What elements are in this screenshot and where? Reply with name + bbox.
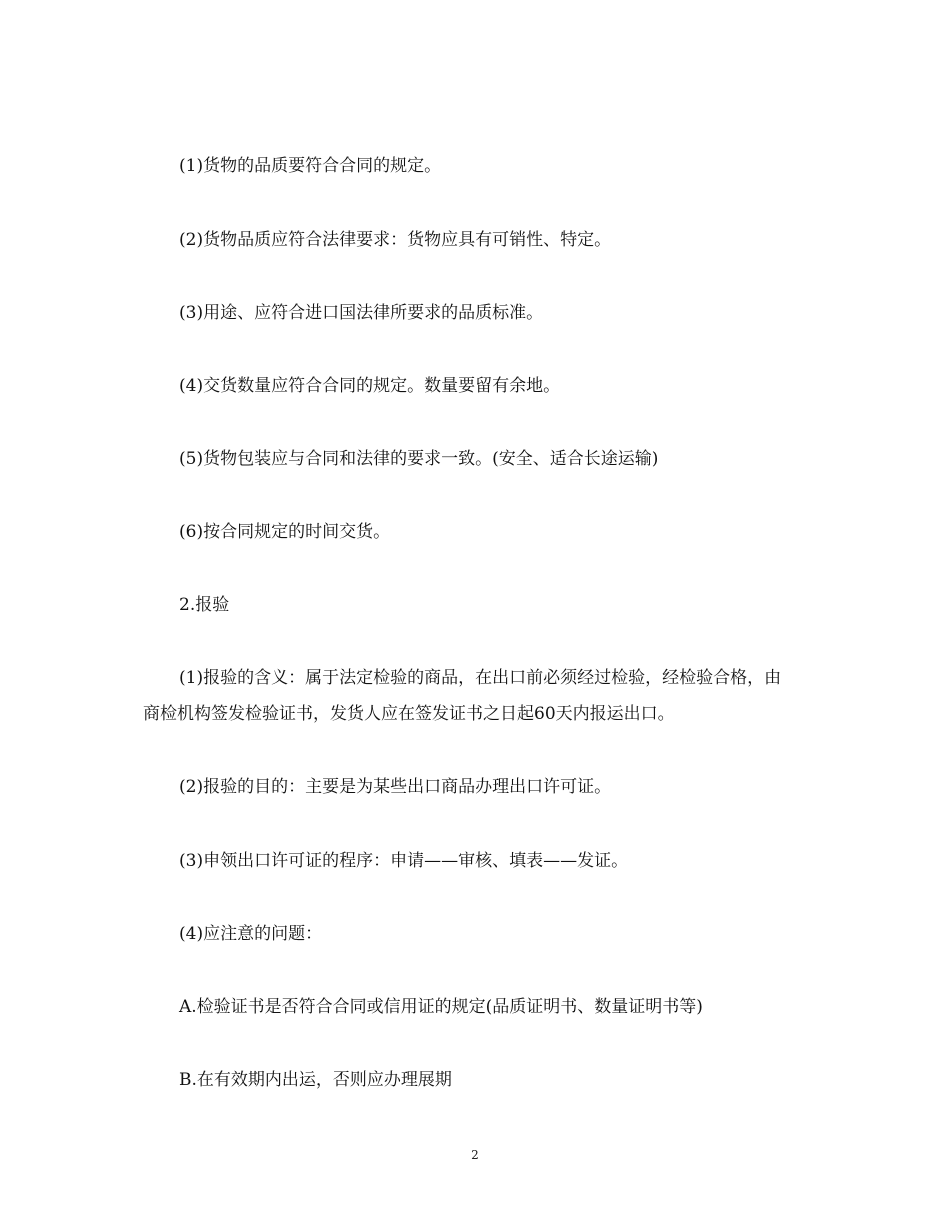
paragraph-packaging: (5)货物包装应与合同和法律的要求一致。(安全、适合长途运输): [179, 449, 659, 469]
paragraph-license-procedure: (3)申领出口许可证的程序：申请——审核、填表——发证。: [179, 851, 629, 871]
paragraph-inspection-meaning: (1)报验的含义：属于法定检验的商品，在出口前必须经过检验，经检验合格，由商检机构签发检验证书，发货人应在签发证书之日起60天内报运出口。: [143, 668, 782, 724]
paragraph-quality-law: (2)货物品质应符合法律要求：货物应具有可销性、特定。: [179, 230, 612, 250]
paragraph-delivery-quantity: (4)交货数量应符合合同的规定。数量要留有余地。: [179, 376, 561, 396]
page-number: 2: [471, 1148, 479, 1162]
paragraph-notes-heading: (4)应注意的问题：: [179, 924, 323, 944]
paragraph-inspection-purpose: (2)报验的目的：主要是为某些出口商品办理出口许可证。: [179, 777, 612, 797]
paragraph-usage-standard: (3)用途、应符合进口国法律所要求的品质标准。: [179, 303, 544, 323]
paragraph-note-b: B.在有效期内出运，否则应办理展期: [179, 1070, 452, 1090]
section-heading-inspection: 2.报验: [179, 595, 230, 615]
paragraph-note-a: A.检验证书是否符合合同或信用证的规定(品质证明书、数量证明书等): [179, 997, 703, 1017]
paragraph-goods-quality: (1)货物的品质要符合合同的规定。: [179, 156, 442, 176]
paragraph-delivery-time: (6)按合同规定的时间交货。: [179, 522, 391, 542]
